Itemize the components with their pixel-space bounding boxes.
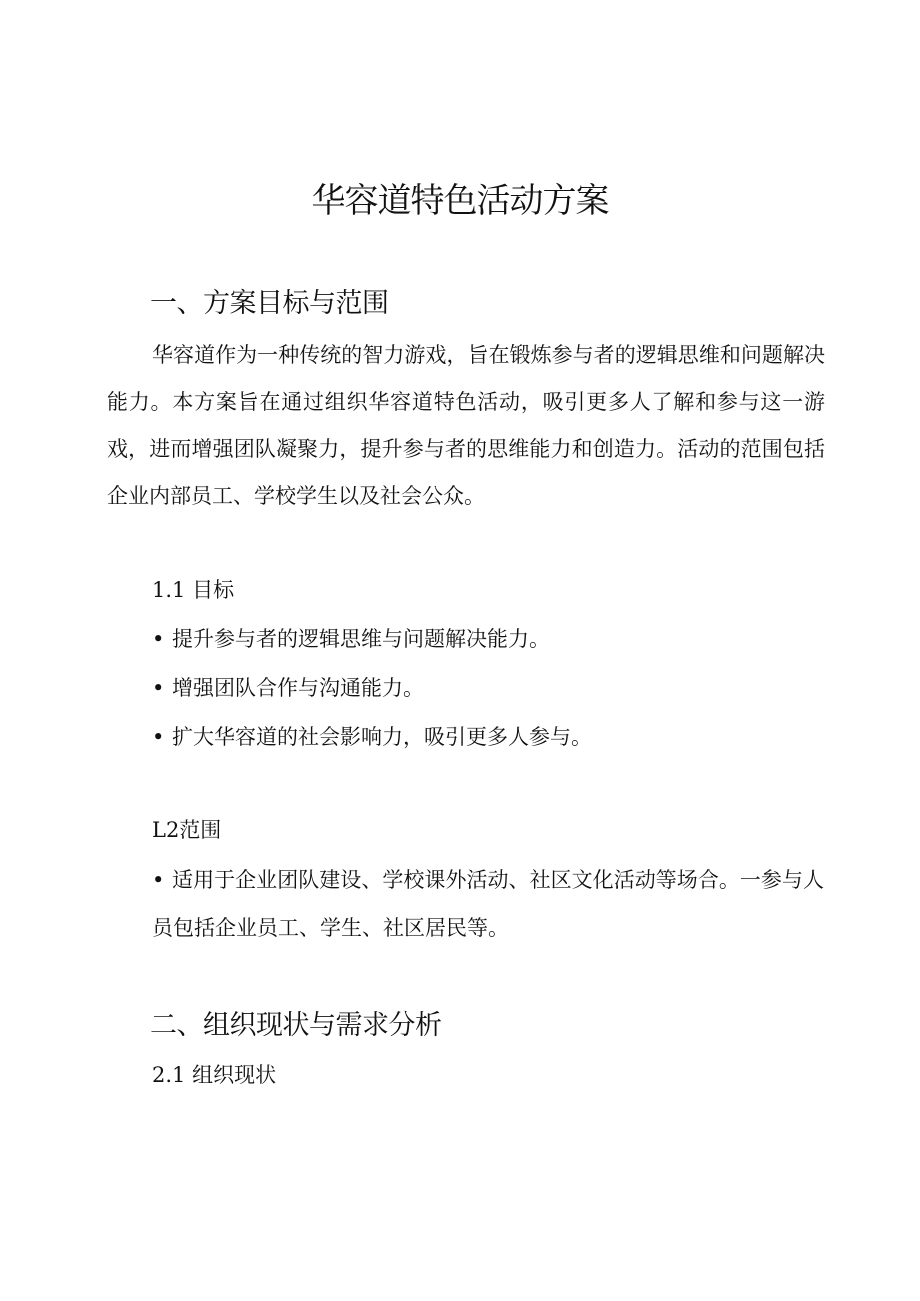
section-1-heading: 一、方案目标与范围 xyxy=(150,288,389,319)
goal-bullet-2 xyxy=(152,673,424,703)
subsection-2-1-heading: 2.1 组织现状 xyxy=(152,1063,277,1087)
goal-bullet-3 xyxy=(152,722,592,752)
goal-bullet-text: 提升参与者的逻辑思维与问题解决能力。 xyxy=(172,627,550,651)
section-1-paragraph: 华容道作为一种传统的智力游戏，旨在锻炼参与者的逻辑思维和问题解决能力。本方案旨在通过组织华容道特色活动，吸引更多人了解和参与这一游戏，进而增强团队凝聚力，提升参与者的思维能力和创造力。活动的范围包括企业内部员工、学校学生以及社会公众。 xyxy=(107,343,825,508)
goal-bullet-text: 扩大华容道的社会影响力，吸引更多人参与。 xyxy=(172,725,592,749)
document-title: 华容道特色活动方案 xyxy=(311,181,609,221)
bullet-dot: • xyxy=(152,676,165,700)
subsection-1-1-heading: 1.1 目标 xyxy=(152,578,235,602)
bullet-dot: • xyxy=(152,868,165,892)
goal-bullet-1 xyxy=(152,624,550,654)
section-2-heading: 二、组织现状与需求分析 xyxy=(150,1010,442,1041)
scope-bullet xyxy=(152,856,824,952)
goal-bullet-text: 增强团队合作与沟通能力。 xyxy=(172,676,424,700)
subsection-1-2-heading: L2范围 xyxy=(152,818,222,842)
bullet-dot: • xyxy=(152,725,165,749)
scope-bullet-text: 适用于企业团队建设、学校课外活动、社区文化活动等场合。一参与人员包括企业员工、学生、社区居民等。 xyxy=(152,868,824,940)
bullet-dot: • xyxy=(152,627,165,651)
